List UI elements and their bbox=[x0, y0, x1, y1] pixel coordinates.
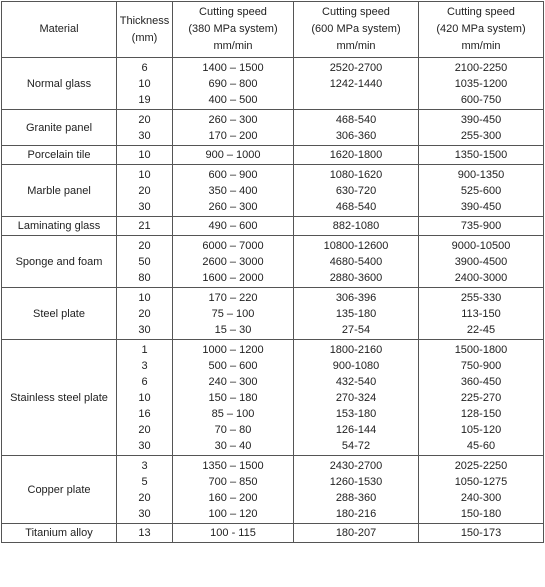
cell-value: 2880-3600 bbox=[329, 271, 383, 284]
table-row bbox=[2, 236, 544, 288]
cell-value: 1260-1530 bbox=[329, 475, 383, 488]
material-cell bbox=[2, 340, 117, 456]
cell-value: 1080-1620 bbox=[329, 168, 383, 181]
cell-value: 6 bbox=[141, 375, 148, 388]
cell-value: 3 bbox=[141, 359, 148, 372]
header-line: mm/min bbox=[213, 40, 253, 52]
cell-value: 160 – 200 bbox=[208, 491, 258, 504]
cell-value: 9000-10500 bbox=[451, 239, 511, 252]
header-line: Material bbox=[39, 23, 79, 35]
cell-value: 750-900 bbox=[460, 359, 502, 372]
cell-value: 900-1080 bbox=[332, 359, 380, 372]
cell-value: 10 bbox=[138, 77, 151, 90]
cell-value: 2400-3000 bbox=[454, 271, 508, 284]
speed-cell bbox=[294, 146, 419, 165]
cell-value: 255-300 bbox=[460, 129, 502, 142]
cell-value: 255-330 bbox=[460, 291, 502, 304]
material-cell bbox=[2, 110, 117, 146]
cell-value: 10 bbox=[138, 391, 151, 404]
thickness-cell bbox=[117, 58, 173, 110]
cell-value: 45-60 bbox=[466, 439, 496, 452]
cell-value: 2430-2700 bbox=[329, 459, 383, 472]
header-line: (420 MPa system) bbox=[436, 23, 526, 35]
speed-cell bbox=[173, 58, 294, 110]
cell-value: 6 bbox=[141, 61, 148, 74]
cell-value: 70 – 80 bbox=[214, 423, 252, 436]
header-line: Thickness bbox=[119, 14, 170, 27]
cell-value: 30 bbox=[138, 323, 151, 336]
table-row bbox=[2, 58, 544, 110]
cell-value: 100 – 120 bbox=[208, 507, 258, 520]
speed-cell bbox=[419, 58, 544, 110]
cell-value: 1600 – 2000 bbox=[202, 271, 264, 284]
cell-value: 30 bbox=[138, 200, 151, 213]
cell-value: 20 bbox=[138, 423, 151, 436]
thickness-cell bbox=[117, 340, 173, 456]
speed-cell bbox=[294, 217, 419, 236]
header-line: mm/min bbox=[461, 40, 501, 52]
speed-cell bbox=[419, 288, 544, 340]
cell-value: 180-207 bbox=[335, 527, 377, 539]
header-line: Cutting speed bbox=[447, 6, 515, 18]
cell-value: 10 bbox=[138, 291, 151, 304]
speed-cell bbox=[173, 288, 294, 340]
cell-value: 16 bbox=[138, 407, 151, 420]
cell-value: 1350 – 1500 bbox=[202, 459, 264, 472]
cell-value bbox=[294, 92, 418, 108]
speed-cell bbox=[419, 165, 544, 217]
cell-value: 1035-1200 bbox=[454, 77, 508, 90]
cell-value: 13 bbox=[138, 527, 151, 539]
cell-value: 240 – 300 bbox=[208, 375, 258, 388]
cell-value: 306-396 bbox=[335, 291, 377, 304]
material-cell bbox=[2, 524, 117, 543]
speed-cell bbox=[294, 58, 419, 110]
header-line: (mm) bbox=[131, 31, 158, 44]
cell-value: 1400 – 1500 bbox=[202, 61, 264, 74]
table-row bbox=[2, 146, 544, 165]
cell-value: 5 bbox=[141, 475, 148, 488]
speed-cell bbox=[294, 288, 419, 340]
cell-value: 630-720 bbox=[335, 184, 377, 197]
cell-value: 75 – 100 bbox=[211, 307, 255, 320]
material-label: Stainless steel plate bbox=[10, 391, 108, 404]
table-body bbox=[2, 58, 544, 543]
table-row bbox=[2, 288, 544, 340]
cell-value: 306-360 bbox=[335, 129, 377, 142]
cell-value: 128-150 bbox=[460, 407, 502, 420]
speed-cell bbox=[173, 456, 294, 524]
material-label: Steel plate bbox=[33, 307, 85, 320]
speed-cell bbox=[419, 110, 544, 146]
cell-value: 30 – 40 bbox=[214, 439, 252, 452]
table-row bbox=[2, 165, 544, 217]
speed-cell bbox=[294, 236, 419, 288]
cell-value: 500 – 600 bbox=[208, 359, 258, 372]
material-cell bbox=[2, 456, 117, 524]
material-label: Granite panel bbox=[25, 121, 93, 134]
cell-value: 260 – 300 bbox=[208, 113, 258, 126]
cell-value: 50 bbox=[138, 255, 151, 268]
cell-value: 80 bbox=[138, 271, 151, 284]
cell-value: 468-540 bbox=[335, 200, 377, 213]
material-label: Laminating glass bbox=[17, 220, 101, 232]
cell-value: 2520-2700 bbox=[329, 61, 383, 74]
cell-value: 432-540 bbox=[335, 375, 377, 388]
material-cell bbox=[2, 236, 117, 288]
cell-value: 1350-1500 bbox=[454, 149, 508, 161]
cell-value: 21 bbox=[138, 220, 151, 232]
cell-value: 15 – 30 bbox=[214, 323, 252, 336]
header-line: mm/min bbox=[336, 40, 376, 52]
column-header bbox=[173, 2, 294, 58]
cell-value: 600-750 bbox=[460, 93, 502, 106]
cell-value: 150-180 bbox=[460, 507, 502, 520]
cell-value: 390-450 bbox=[460, 200, 502, 213]
material-label: Normal glass bbox=[26, 77, 92, 90]
speed-cell bbox=[419, 524, 544, 543]
cell-value: 1800-2160 bbox=[329, 343, 383, 356]
column-header bbox=[419, 2, 544, 58]
speed-cell bbox=[294, 110, 419, 146]
column-header bbox=[294, 2, 419, 58]
cell-value: 360-450 bbox=[460, 375, 502, 388]
table-row bbox=[2, 217, 544, 236]
cell-value: 170 – 220 bbox=[208, 291, 258, 304]
cell-value: 180-216 bbox=[335, 507, 377, 520]
cell-value: 54-72 bbox=[341, 439, 371, 452]
material-label: Titanium alloy bbox=[25, 527, 93, 539]
cell-value: 85 – 100 bbox=[211, 407, 255, 420]
cell-value: 150-173 bbox=[460, 527, 502, 539]
material-cell bbox=[2, 288, 117, 340]
cell-value: 20 bbox=[138, 239, 151, 252]
header-line: Cutting speed bbox=[322, 6, 390, 18]
thickness-cell bbox=[117, 288, 173, 340]
speed-cell bbox=[419, 146, 544, 165]
speed-cell bbox=[294, 524, 419, 543]
cell-value: 10800-12600 bbox=[323, 239, 389, 252]
cell-value: 20 bbox=[138, 113, 151, 126]
speed-cell bbox=[173, 146, 294, 165]
cell-value: 490 – 600 bbox=[208, 220, 258, 232]
cell-value: 20 bbox=[138, 184, 151, 197]
table-row bbox=[2, 524, 544, 543]
cell-value: 170 – 200 bbox=[208, 129, 258, 142]
cell-value: 22-45 bbox=[466, 323, 496, 336]
speed-cell bbox=[294, 340, 419, 456]
cell-value: 30 bbox=[138, 507, 151, 520]
cell-value: 2100-2250 bbox=[454, 61, 508, 74]
cell-value: 390-450 bbox=[460, 113, 502, 126]
material-cell bbox=[2, 146, 117, 165]
cell-value: 30 bbox=[138, 129, 151, 142]
thickness-cell bbox=[117, 146, 173, 165]
cell-value: 1050-1275 bbox=[454, 475, 508, 488]
material-cell bbox=[2, 58, 117, 110]
cell-value: 2025-2250 bbox=[454, 459, 508, 472]
cell-value: 135-180 bbox=[335, 307, 377, 320]
thickness-cell bbox=[117, 110, 173, 146]
cell-value: 100 - 115 bbox=[210, 527, 256, 539]
speed-cell bbox=[173, 165, 294, 217]
cell-value: 10 bbox=[138, 168, 151, 181]
cell-value: 690 – 800 bbox=[208, 77, 258, 90]
header-row bbox=[2, 2, 544, 58]
cell-value: 27-54 bbox=[341, 323, 371, 336]
table-row bbox=[2, 340, 544, 456]
cell-value: 105-120 bbox=[460, 423, 502, 436]
cell-value: 882-1080 bbox=[332, 220, 380, 232]
cell-value: 113-150 bbox=[461, 307, 501, 320]
cell-value: 400 – 500 bbox=[208, 93, 258, 106]
cell-value: 126-144 bbox=[335, 423, 377, 436]
header-line: Cutting speed bbox=[199, 6, 267, 18]
material-label: Porcelain tile bbox=[27, 149, 91, 161]
speed-cell bbox=[173, 524, 294, 543]
cell-value: 20 bbox=[138, 491, 151, 504]
cell-value: 468-540 bbox=[335, 113, 377, 126]
cell-value: 288-360 bbox=[335, 491, 377, 504]
material-cell bbox=[2, 165, 117, 217]
cell-value: 150 – 180 bbox=[208, 391, 258, 404]
cell-value: 3 bbox=[141, 459, 148, 472]
material-label: Copper plate bbox=[27, 483, 91, 496]
cell-value: 700 – 850 bbox=[208, 475, 258, 488]
cell-value: 1242-1440 bbox=[329, 77, 383, 90]
speed-cell bbox=[294, 165, 419, 217]
cell-value: 270-324 bbox=[335, 391, 377, 404]
cell-value: 2600 – 3000 bbox=[202, 255, 264, 268]
cell-value: 525-600 bbox=[460, 184, 502, 197]
speed-cell bbox=[419, 456, 544, 524]
cell-value: 4680-5400 bbox=[329, 255, 383, 268]
speed-cell bbox=[419, 217, 544, 236]
header-line: (380 MPa system) bbox=[188, 23, 278, 35]
cell-value: 19 bbox=[138, 93, 151, 106]
cell-value: 30 bbox=[138, 439, 151, 452]
speed-cell bbox=[294, 456, 419, 524]
cell-value: 240-300 bbox=[460, 491, 502, 504]
column-header bbox=[2, 2, 117, 58]
column-header bbox=[117, 2, 173, 58]
speed-cell bbox=[419, 340, 544, 456]
cell-value: 20 bbox=[138, 307, 151, 320]
cell-value: 1000 – 1200 bbox=[202, 343, 264, 356]
cell-value: 600 – 900 bbox=[208, 168, 258, 181]
thickness-cell bbox=[117, 165, 173, 217]
cell-value: 6000 – 7000 bbox=[202, 239, 264, 252]
cell-value: 900 – 1000 bbox=[205, 149, 261, 161]
cell-value: 3900-4500 bbox=[454, 255, 508, 268]
cell-value: 153-180 bbox=[335, 407, 377, 420]
thickness-cell bbox=[117, 456, 173, 524]
cell-value: 1500-1800 bbox=[454, 343, 508, 356]
material-label: Sponge and foam bbox=[15, 255, 103, 268]
cutting-speed-table bbox=[1, 1, 544, 543]
speed-cell bbox=[173, 340, 294, 456]
table-row bbox=[2, 456, 544, 524]
cell-value: 225-270 bbox=[460, 391, 502, 404]
material-cell bbox=[2, 217, 117, 236]
cell-value: 900-1350 bbox=[457, 168, 505, 181]
header-line: (600 MPa system) bbox=[311, 23, 401, 35]
cell-value: 260 – 300 bbox=[208, 200, 258, 213]
cell-value: 1 bbox=[141, 343, 148, 356]
thickness-cell bbox=[117, 217, 173, 236]
cell-value: 735-900 bbox=[460, 220, 502, 232]
cell-value: 10 bbox=[138, 149, 151, 161]
cell-value: 1620-1800 bbox=[329, 149, 383, 161]
thickness-cell bbox=[117, 524, 173, 543]
material-label: Marble panel bbox=[27, 184, 91, 197]
speed-cell bbox=[173, 110, 294, 146]
table-row bbox=[2, 110, 544, 146]
thickness-cell bbox=[117, 236, 173, 288]
speed-cell bbox=[173, 236, 294, 288]
speed-cell bbox=[419, 236, 544, 288]
cell-value: 350 – 400 bbox=[208, 184, 258, 197]
speed-cell bbox=[173, 217, 294, 236]
